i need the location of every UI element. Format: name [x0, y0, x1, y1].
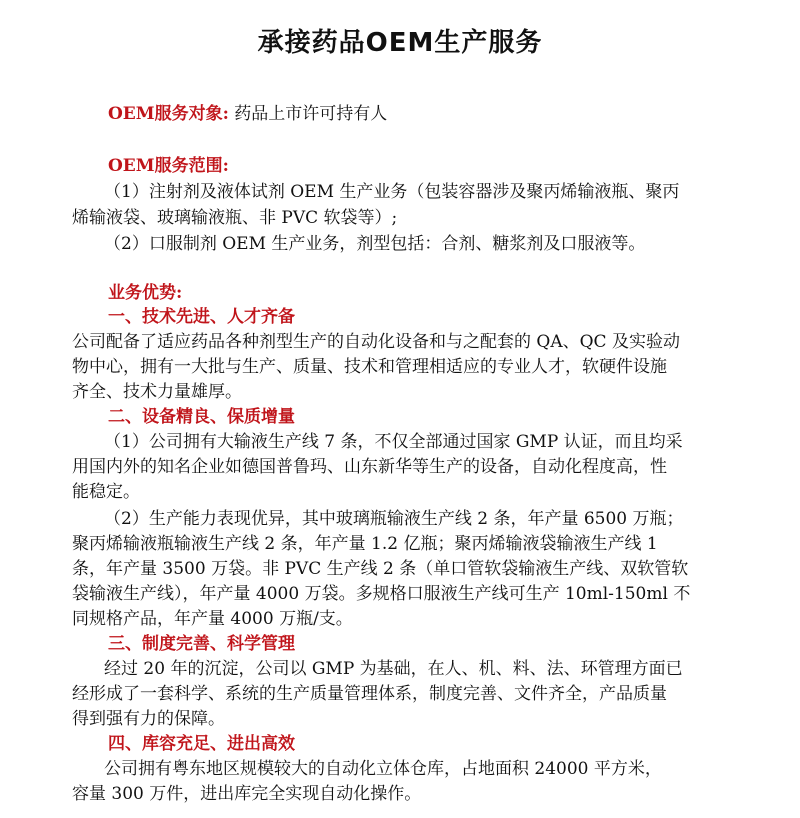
section-2-line-7: 袋输液生产线），年产量 4000 万袋。多规格口服液生产线可生产 10ml-150ml 不 [72, 584, 691, 604]
section-2-line-4: （2）生产能力表现优异，其中玻璃瓶输液生产线 2 条，年产量 6500 万瓶； [104, 509, 684, 529]
scope-line-2: 烯输液袋、玻璃输液瓶、非 PVC 软袋等）; [72, 208, 398, 228]
section-2-line-2: 用国内外的知名企业如德国普鲁玛、山东新华等生产的设备，自动化程度高，性 [72, 457, 667, 477]
advantages-label: 业务优势: [108, 283, 183, 303]
section-4-line-1: 公司拥有粤东地区规模较大的自动化立体仓库，占地面积 24000 平方米， [104, 759, 662, 779]
service-target-value: 药品上市许可持有人 [234, 104, 388, 124]
section-2-line-5: 聚丙烯输液瓶输液生产线 2 条，年产量 1.2 亿瓶；聚丙烯输液袋输液生产线 1 [72, 534, 658, 554]
section-4-line-2: 容量 300 万件，进出库完全实现自动化操作。 [72, 784, 422, 804]
section-1-heading: 一、技术先进、人才齐备 [108, 307, 295, 327]
section-2-line-8: 同规格产品，年产量 4000 万瓶/支。 [72, 609, 353, 629]
service-scope-label: OEM服务范围: [108, 156, 229, 176]
section-4-heading: 四、库容充足、进出高效 [108, 734, 295, 754]
scope-line-3: （2）口服制剂 OEM 生产业务，剂型包括：合剂、糖浆剂及口服液等。 [104, 234, 646, 254]
service-target-row [108, 103, 387, 125]
section-1-line-3: 齐全、技术力量雄厚。 [72, 382, 242, 402]
page-title: 承接药品OEM生产服务 [257, 28, 543, 58]
section-2-heading: 二、设备精良、保质增量 [108, 407, 295, 427]
section-3-line-1: 经过 20 年的沉淀，公司以 GMP 为基础，在人、机、料、法、环管理方面已 [104, 659, 683, 679]
section-3-heading: 三、制度完善、科学管理 [108, 634, 295, 654]
section-3-line-2: 经形成了一套科学、系统的生产质量管理体系，制度完善、文件齐全，产品质量 [72, 684, 667, 704]
section-2-line-1: （1）公司拥有大输液生产线 7 条，不仅全部通过国家 GMP 认证，而且均采 [104, 432, 683, 452]
section-2-line-6: 条，年产量 3500 万袋。非 PVC 生产线 2 条（单口管软袋输液生产线、双软管软 [72, 559, 689, 579]
service-target-label: OEM服务对象: [108, 104, 229, 124]
section-1-line-1: 公司配备了适应药品各种剂型生产的自动化设备和与之配套的 QA、QC 及实验动 [72, 332, 680, 352]
scope-line-1: （1）注射剂及液体试剂 OEM 生产业务（包装容器涉及聚丙烯输液瓶、聚丙 [104, 182, 680, 202]
section-3-line-3: 得到强有力的保障。 [72, 709, 225, 729]
section-2-line-3: 能稳定。 [72, 482, 140, 502]
section-1-line-2: 物中心，拥有一大批与生产、质量、技术和管理相适应的专业人才，软硬件设施 [72, 357, 667, 377]
